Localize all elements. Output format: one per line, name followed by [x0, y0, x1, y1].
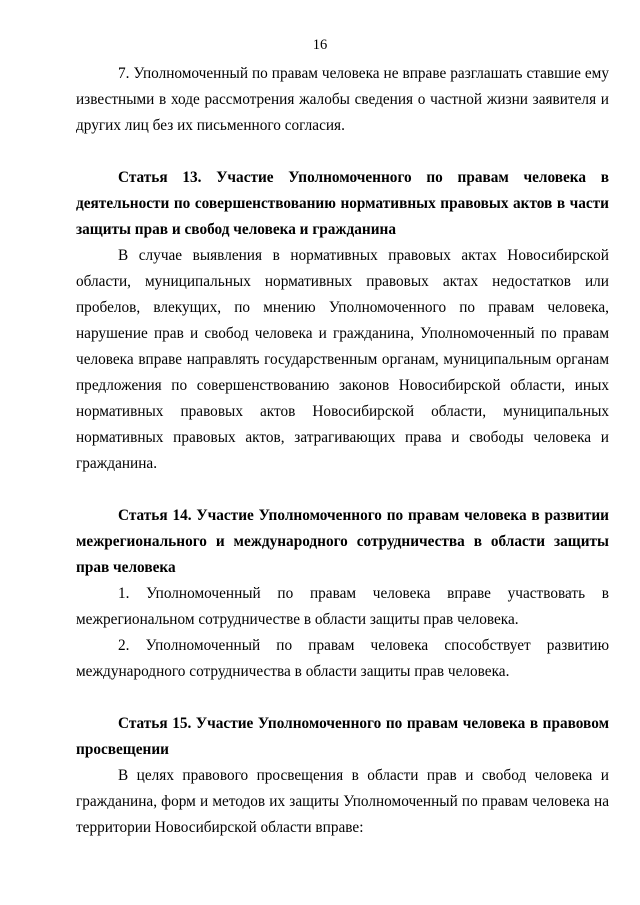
article-14-item-1: 1. Уполномоченный по правам человека вправе участвовать в межрегиональном сотрудничестве в области защиты прав человека.	[76, 585, 609, 628]
spacer	[76, 139, 609, 165]
paragraph-7: 7. Уполномоченный по правам человека не вправе разглашать ставшие ему известными в ходе рассмотрения жалобы сведения о частной жизни заявителя и других лиц без их письменного согласия.	[76, 65, 609, 134]
article-15-body: В целях правового просвещения в области прав и свобод человека и гражданина, форм и методов их защиты Уполномоченный по правам человека на территории Новосибирской области вправе:	[76, 767, 609, 836]
page-number: 16	[312, 37, 328, 53]
spacer	[76, 685, 609, 711]
spacer	[76, 477, 609, 503]
article-14-heading: Статья 14. Участие Уполномоченного по правам человека в развитии межрегионального и международного сотрудничества в области защиты прав человека	[76, 507, 609, 576]
article-14-item-2: 2. Уполномоченный по правам человека способствует развитию международного сотрудничества в области защиты прав человека.	[76, 637, 609, 680]
article-13-heading: Статья 13. Участие Уполномоченного по правам человека в деятельности по совершенствованию нормативных правовых актов в части защиты прав и свобод человека и гражданина	[76, 169, 609, 238]
document-body	[76, 61, 609, 841]
article-13-body: В случае выявления в нормативных правовых актах Новосибирской области, муниципальных нормативных правовых актах недостатков или пробелов, влекущих, по мнению Уполномоченного по правам человека, нарушение прав и свобод человека и гражданина, Уполномоченный по правам человека вправе направлять государственным органам, муниципальным органам предложения по совершенствованию законов Новосибирской области, иных нормативных правовых актов Новосибирской области, муниципальных нормативных правовых актов, затрагивающих права и свободы человека и гражданина.	[76, 247, 609, 472]
article-15-heading: Статья 15. Участие Уполномоченного по правам человека в правовом просвещении	[76, 715, 609, 758]
